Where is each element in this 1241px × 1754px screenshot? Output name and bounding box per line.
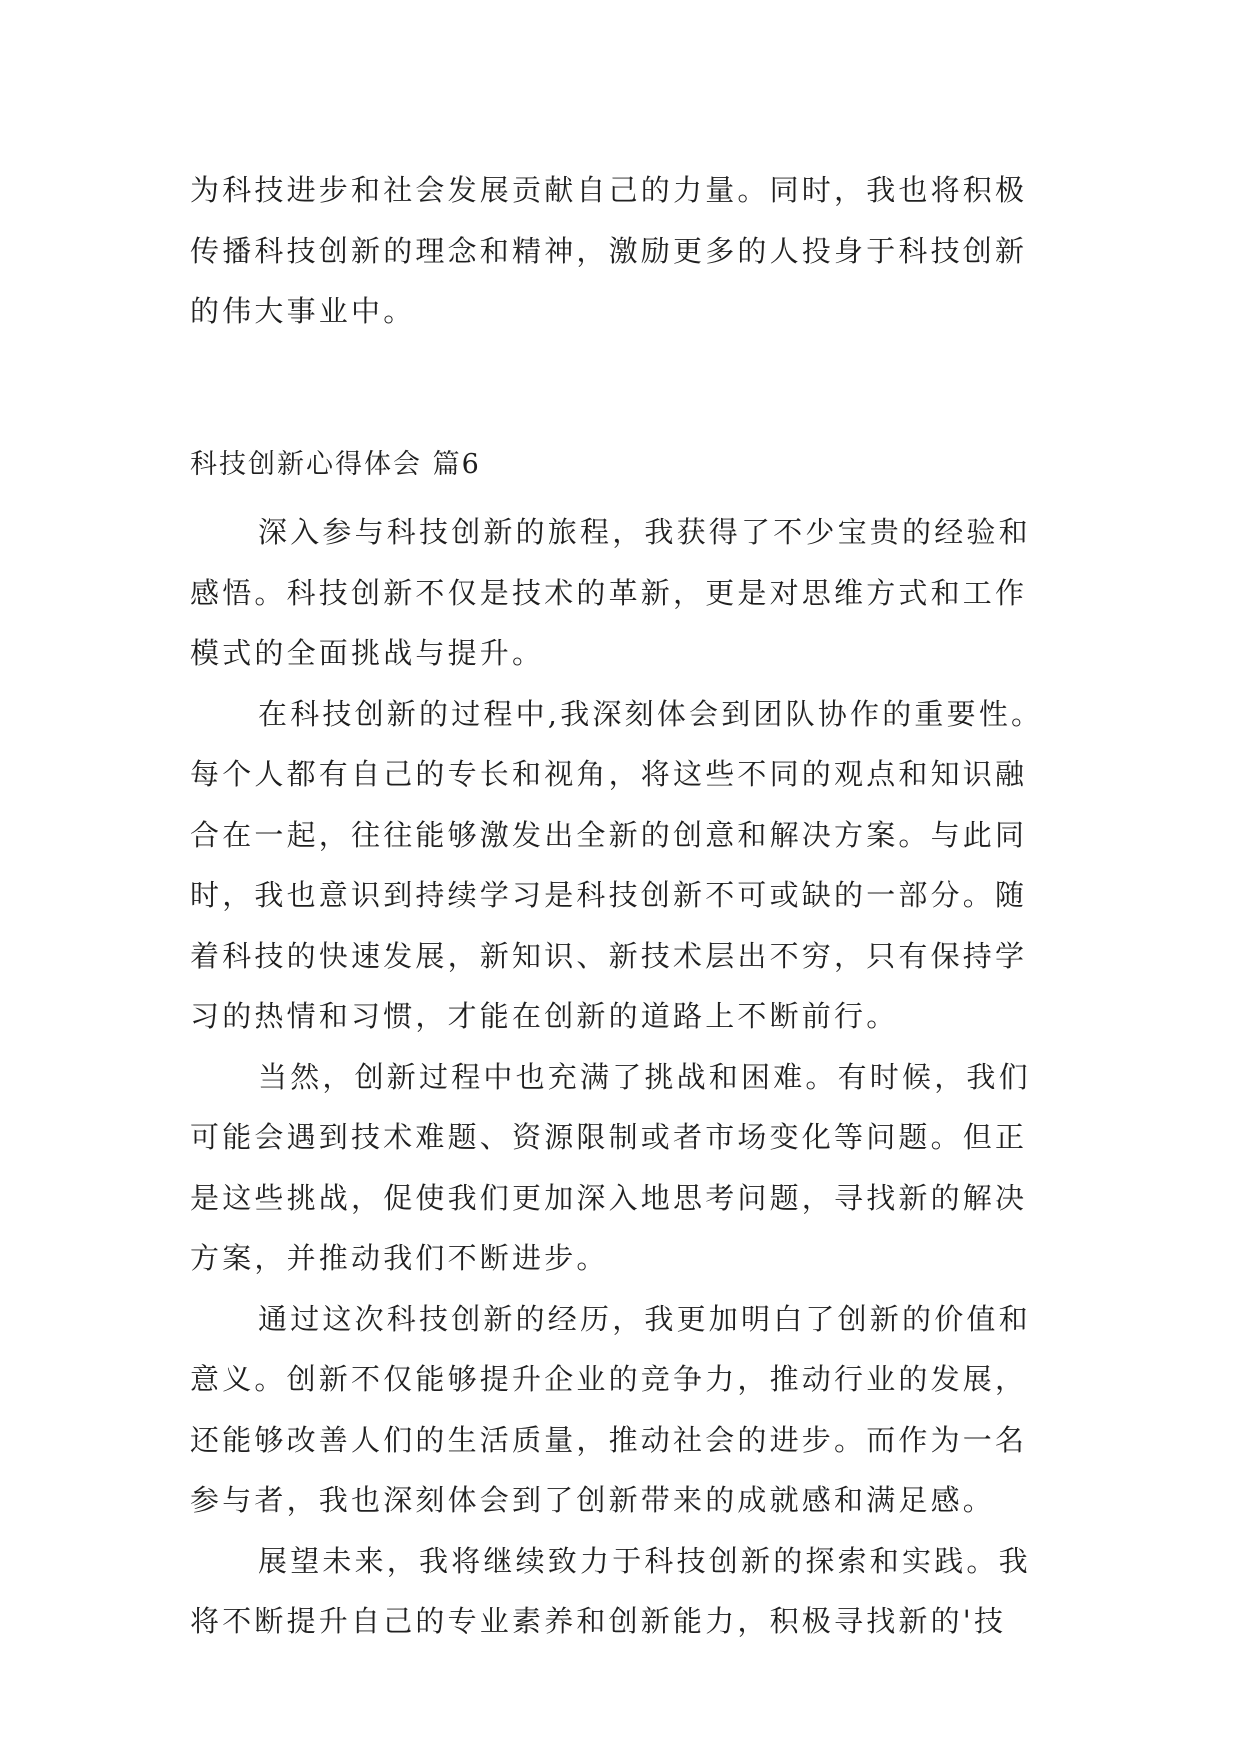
text-line: 将不断提升自己的专业素养和创新能力，积极寻找新的'技 xyxy=(190,1604,1007,1638)
section-body xyxy=(190,502,1050,1652)
text-line: 感悟。科技创新不仅是技术的革新，更是对思维方式和工作 xyxy=(190,575,1028,610)
paragraph-first-line: 当然，创新过程中也充满了挑战和困难。有时候，我们 xyxy=(258,1059,1031,1094)
text-line: 模式的全面挑战与提升。 xyxy=(190,636,545,670)
text-line: 传播科技创新的理念和精神，激励更多的人投身于科技创新 xyxy=(190,233,1028,268)
section-gap xyxy=(190,342,1050,442)
text-line: 参与者，我也深刻体会到了创新带来的成就感和满足感。 xyxy=(190,1483,996,1517)
text-line: 可能会遇到技术难题、资源限制或者市场变化等问题。但正 xyxy=(190,1120,1028,1154)
paragraph-first-line: 在科技创新的过程中,我深刻体会到团队协作的重要性。 xyxy=(258,696,1044,731)
paragraph-first-line: 通过这次科技创新的经历，我更加明白了创新的价值和 xyxy=(258,1301,1031,1336)
paragraph-first-line: 深入参与科技创新的旅程，我获得了不少宝贵的经验和 xyxy=(258,515,1031,549)
intro-paragraph xyxy=(190,160,1050,342)
text-line: 时，我也意识到持续学习是科技创新不可或缺的一部分。随 xyxy=(190,878,1028,912)
paragraph-first-line: 展望未来，我将继续致力于科技创新的探索和实践。我 xyxy=(258,1543,1031,1578)
document-body xyxy=(190,160,1050,1652)
text-line: 着科技的快速发展，新知识、新技术层出不穷，只有保持学 xyxy=(190,938,1028,973)
section-heading: 科技创新心得体会 篇6 xyxy=(190,448,481,480)
text-line: 习的热情和习惯，才能在创新的道路上不断前行。 xyxy=(190,999,899,1033)
text-line: 意义。创新不仅能够提升企业的竞争力，推动行业的发展， xyxy=(190,1362,1028,1396)
text-line: 合在一起，往往能够激发出全新的创意和解决方案。与此同 xyxy=(190,817,1028,852)
text-line: 的伟大事业中。 xyxy=(190,294,416,328)
text-line: 是这些挑战，促使我们更加深入地思考问题，寻找新的解决 xyxy=(190,1180,1028,1215)
text-line: 方案，并推动我们不断进步。 xyxy=(190,1241,609,1275)
text-line: 为科技进步和社会发展贡献自己的力量。同时，我也将积极 xyxy=(190,173,1028,207)
text-line: 还能够改善人们的生活质量，推动社会的进步。而作为一名 xyxy=(190,1422,1028,1457)
text-line: 每个人都有自己的专长和视角，将这些不同的观点和知识融 xyxy=(190,757,1028,791)
